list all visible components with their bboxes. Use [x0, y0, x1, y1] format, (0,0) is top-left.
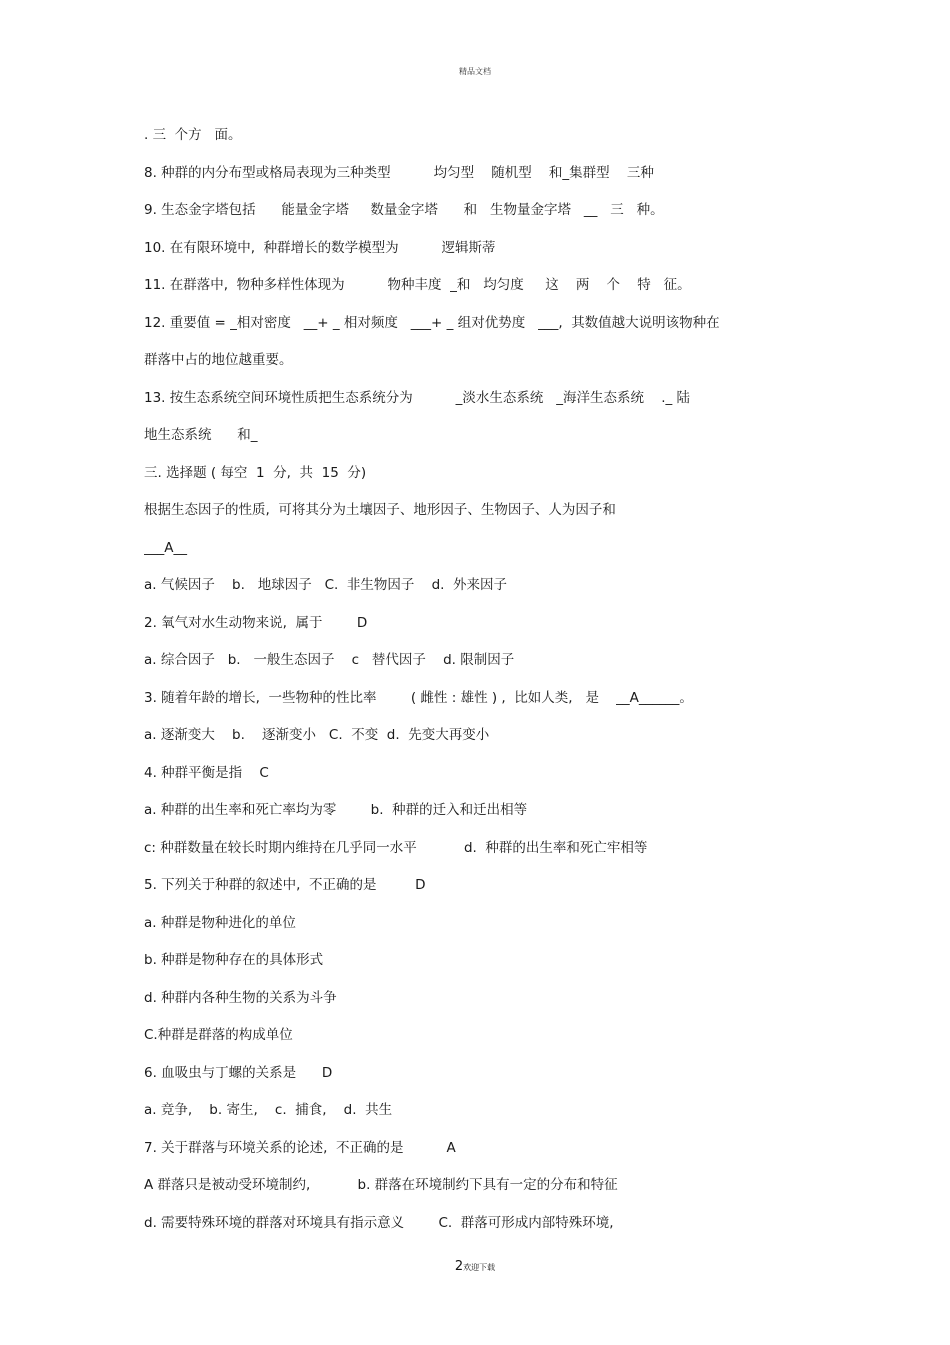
text-line: a. 竞争, b. 寄生, c. 捕食, d. 共生 — [144, 1102, 393, 1118]
document-body — [144, 124, 784, 1249]
text-line: ___A__ — [144, 539, 187, 556]
text-line: a. 种群是物种进化的单位 — [144, 914, 296, 931]
text-line: b. 种群是物种存在的具体形式 — [144, 952, 324, 968]
text-line: 11. 在群落中, 物种多样性体现为 物种丰度 _和 均匀度 这 两 个 特 征。 — [144, 277, 691, 293]
text-line: 13. 按生态系统空间环境性质把生态系统分为 _淡水生态系统 _海洋生态系统 ._ 陆 — [144, 389, 691, 406]
text-line: 4. 种群平衡是指 C — [144, 764, 269, 781]
text-line: 根据生态因子的性质, 可将其分为土壤因子、地形因子、生物因子、人为因子和 — [144, 502, 616, 518]
text-line: 群落中占的地位越重要。 — [144, 352, 293, 368]
text-line: 地生态系统 和_ — [144, 427, 258, 443]
text-line: d. 种群内各种生物的关系为斗争 — [144, 989, 337, 1006]
page-header: 精品文档 — [459, 67, 491, 76]
text-line: a. 种群的出生率和死亡率均为零 b. 种群的迁入和迁出相等 — [144, 802, 528, 818]
text-line: 8. 种群的内分布型或格局表现为三种类型 均匀型 随机型 和_集群型 三种 — [144, 164, 654, 181]
text-line: 10. 在有限环境中, 种群增长的数学模型为 逻辑斯蒂 — [144, 239, 496, 256]
text-line: 3. 随着年龄的增长, 一些物种的性比率 ( 雌性 : 雄性 ) , 比如人类, 是 __A______。 — [144, 689, 693, 706]
text-line: C.种群是群落的构成单位 — [144, 1027, 293, 1043]
section-heading: 三. 选择题 ( 每空 1 分, 共 15 分) — [144, 464, 367, 481]
text-line: 5. 下列关于种群的叙述中, 不正确的是 D — [144, 877, 426, 893]
text-line: c: 种群数量在较长时期内维持在几乎同一水平 d. 种群的出生率和死亡牢相等 — [144, 839, 648, 856]
text-line: 12. 重要值 = _相对密度 __+ _ 相对频度 ___+ _ 组对优势度 ___, 其数值越大说明该物种在 — [144, 314, 720, 331]
text-line: . 三 个方 面。 — [144, 127, 242, 143]
text-line: 6. 血吸虫与丁螺的关系是 D — [144, 1064, 333, 1081]
page-footer — [0, 1259, 950, 1274]
text-line: 7. 关于群落与环境关系的论述, 不正确的是 A — [144, 1139, 456, 1156]
text-line: a. 综合因子 b. 一般生态因子 c 替代因子 d. 限制因子 — [144, 652, 515, 668]
text-line: a. 逐渐变大 b. 逐渐变小 C. 不变 d. 先变大再变小 — [144, 727, 490, 743]
text-line: 2. 氧气对水生动物来说, 属于 D — [144, 614, 368, 631]
page-number: 2 — [454, 1259, 464, 1274]
text-line: d. 需要特殊环境的群落对环境具有指示意义 C. 群落可形成内部特殊环境, — [144, 1214, 614, 1231]
text-line: a. 气候因子 b. 地球因子 C. 非生物因子 d. 外来因子 — [144, 577, 508, 593]
footer-text: 欢迎下载 — [463, 1263, 496, 1272]
text-line: 9. 生态金字塔包括 能量金字塔 数量金字塔 和 生物量金字塔 __ 三 种。 — [144, 202, 664, 218]
text-line: A 群落只是被动受环境制约, b. 群落在环境制约下具有一定的分布和特征 — [144, 1177, 618, 1193]
